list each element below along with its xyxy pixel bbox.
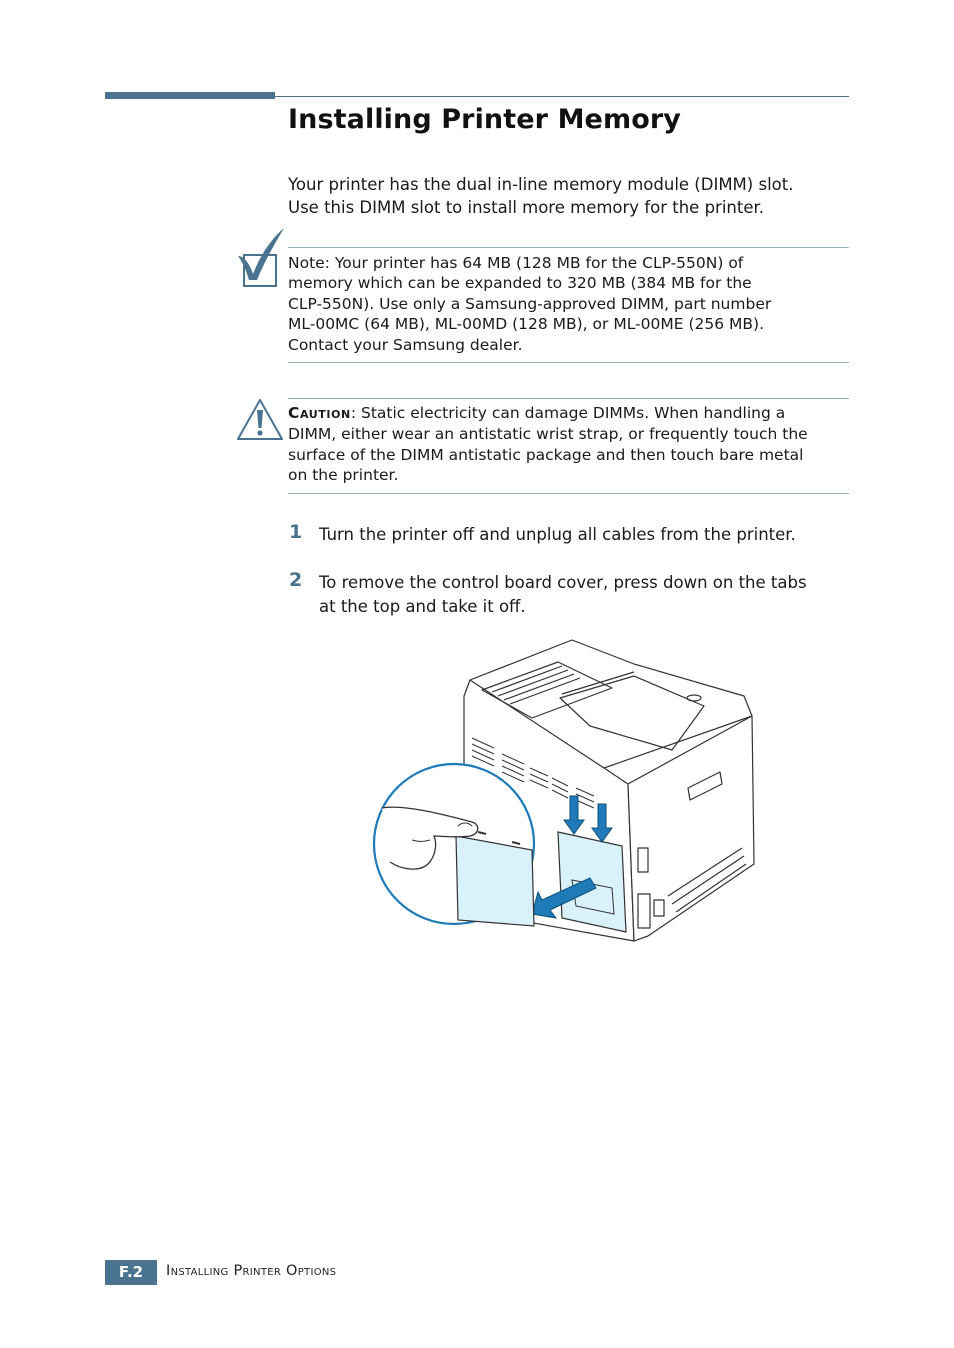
step-number: 1 bbox=[289, 521, 303, 543]
caution-line-rest: : Static electricity can damage DIMMs. When handling a bbox=[350, 404, 786, 422]
note-line: Contact your Samsung dealer. bbox=[288, 335, 523, 354]
warning-icon bbox=[236, 398, 284, 442]
intro-line: Use this DIMM slot to install more memory for the printer. bbox=[288, 198, 765, 217]
header-rule-thick bbox=[105, 92, 275, 99]
note-bottom-divider bbox=[288, 362, 849, 363]
caution-line: surface of the DIMM antistatic package and then touch bare metal bbox=[288, 445, 804, 464]
step-text: Turn the printer off and unplug all cables from the printer. bbox=[319, 525, 796, 544]
step-text: To remove the control board cover, press down on the tabs bbox=[319, 573, 807, 592]
caution-line: on the printer. bbox=[288, 466, 399, 485]
footer-section-name: Installing Printer Options bbox=[166, 1263, 337, 1279]
note-line: ML-00MC (64 MB), ML-00MD (128 MB), or ML-00ME (256 MB). bbox=[288, 315, 765, 334]
caution-bottom-divider bbox=[288, 493, 849, 494]
note-block bbox=[288, 253, 848, 355]
step-number: 2 bbox=[289, 569, 303, 591]
intro-paragraph bbox=[288, 173, 848, 219]
note-line: CLP-550N). Use only a Samsung-approved DIMM, part number bbox=[288, 294, 772, 313]
caution-block bbox=[288, 403, 853, 486]
header-rule-thin bbox=[275, 96, 849, 97]
caution-line: DIMM, either wear an antistatic wrist strap, or frequently touch the bbox=[288, 424, 808, 443]
note-line: memory which can be expanded to 320 MB (384 MB for the bbox=[288, 274, 752, 293]
note-top-divider bbox=[288, 247, 849, 248]
caution-label: Caution bbox=[288, 404, 351, 422]
page-number-badge: F.2 bbox=[105, 1260, 157, 1285]
note-line: Note: Your printer has 64 MB (128 MB for the CLP-550N) of bbox=[288, 254, 744, 272]
checkmark-icon bbox=[236, 226, 286, 288]
printer-illustration bbox=[372, 636, 758, 950]
page-title: Installing Printer Memory bbox=[288, 104, 681, 135]
caution-line bbox=[288, 403, 853, 424]
intro-line: Your printer has the dual in-line memory module (DIMM) slot. bbox=[288, 175, 794, 194]
caution-top-divider bbox=[288, 398, 849, 399]
step-text: at the top and take it off. bbox=[319, 597, 526, 616]
